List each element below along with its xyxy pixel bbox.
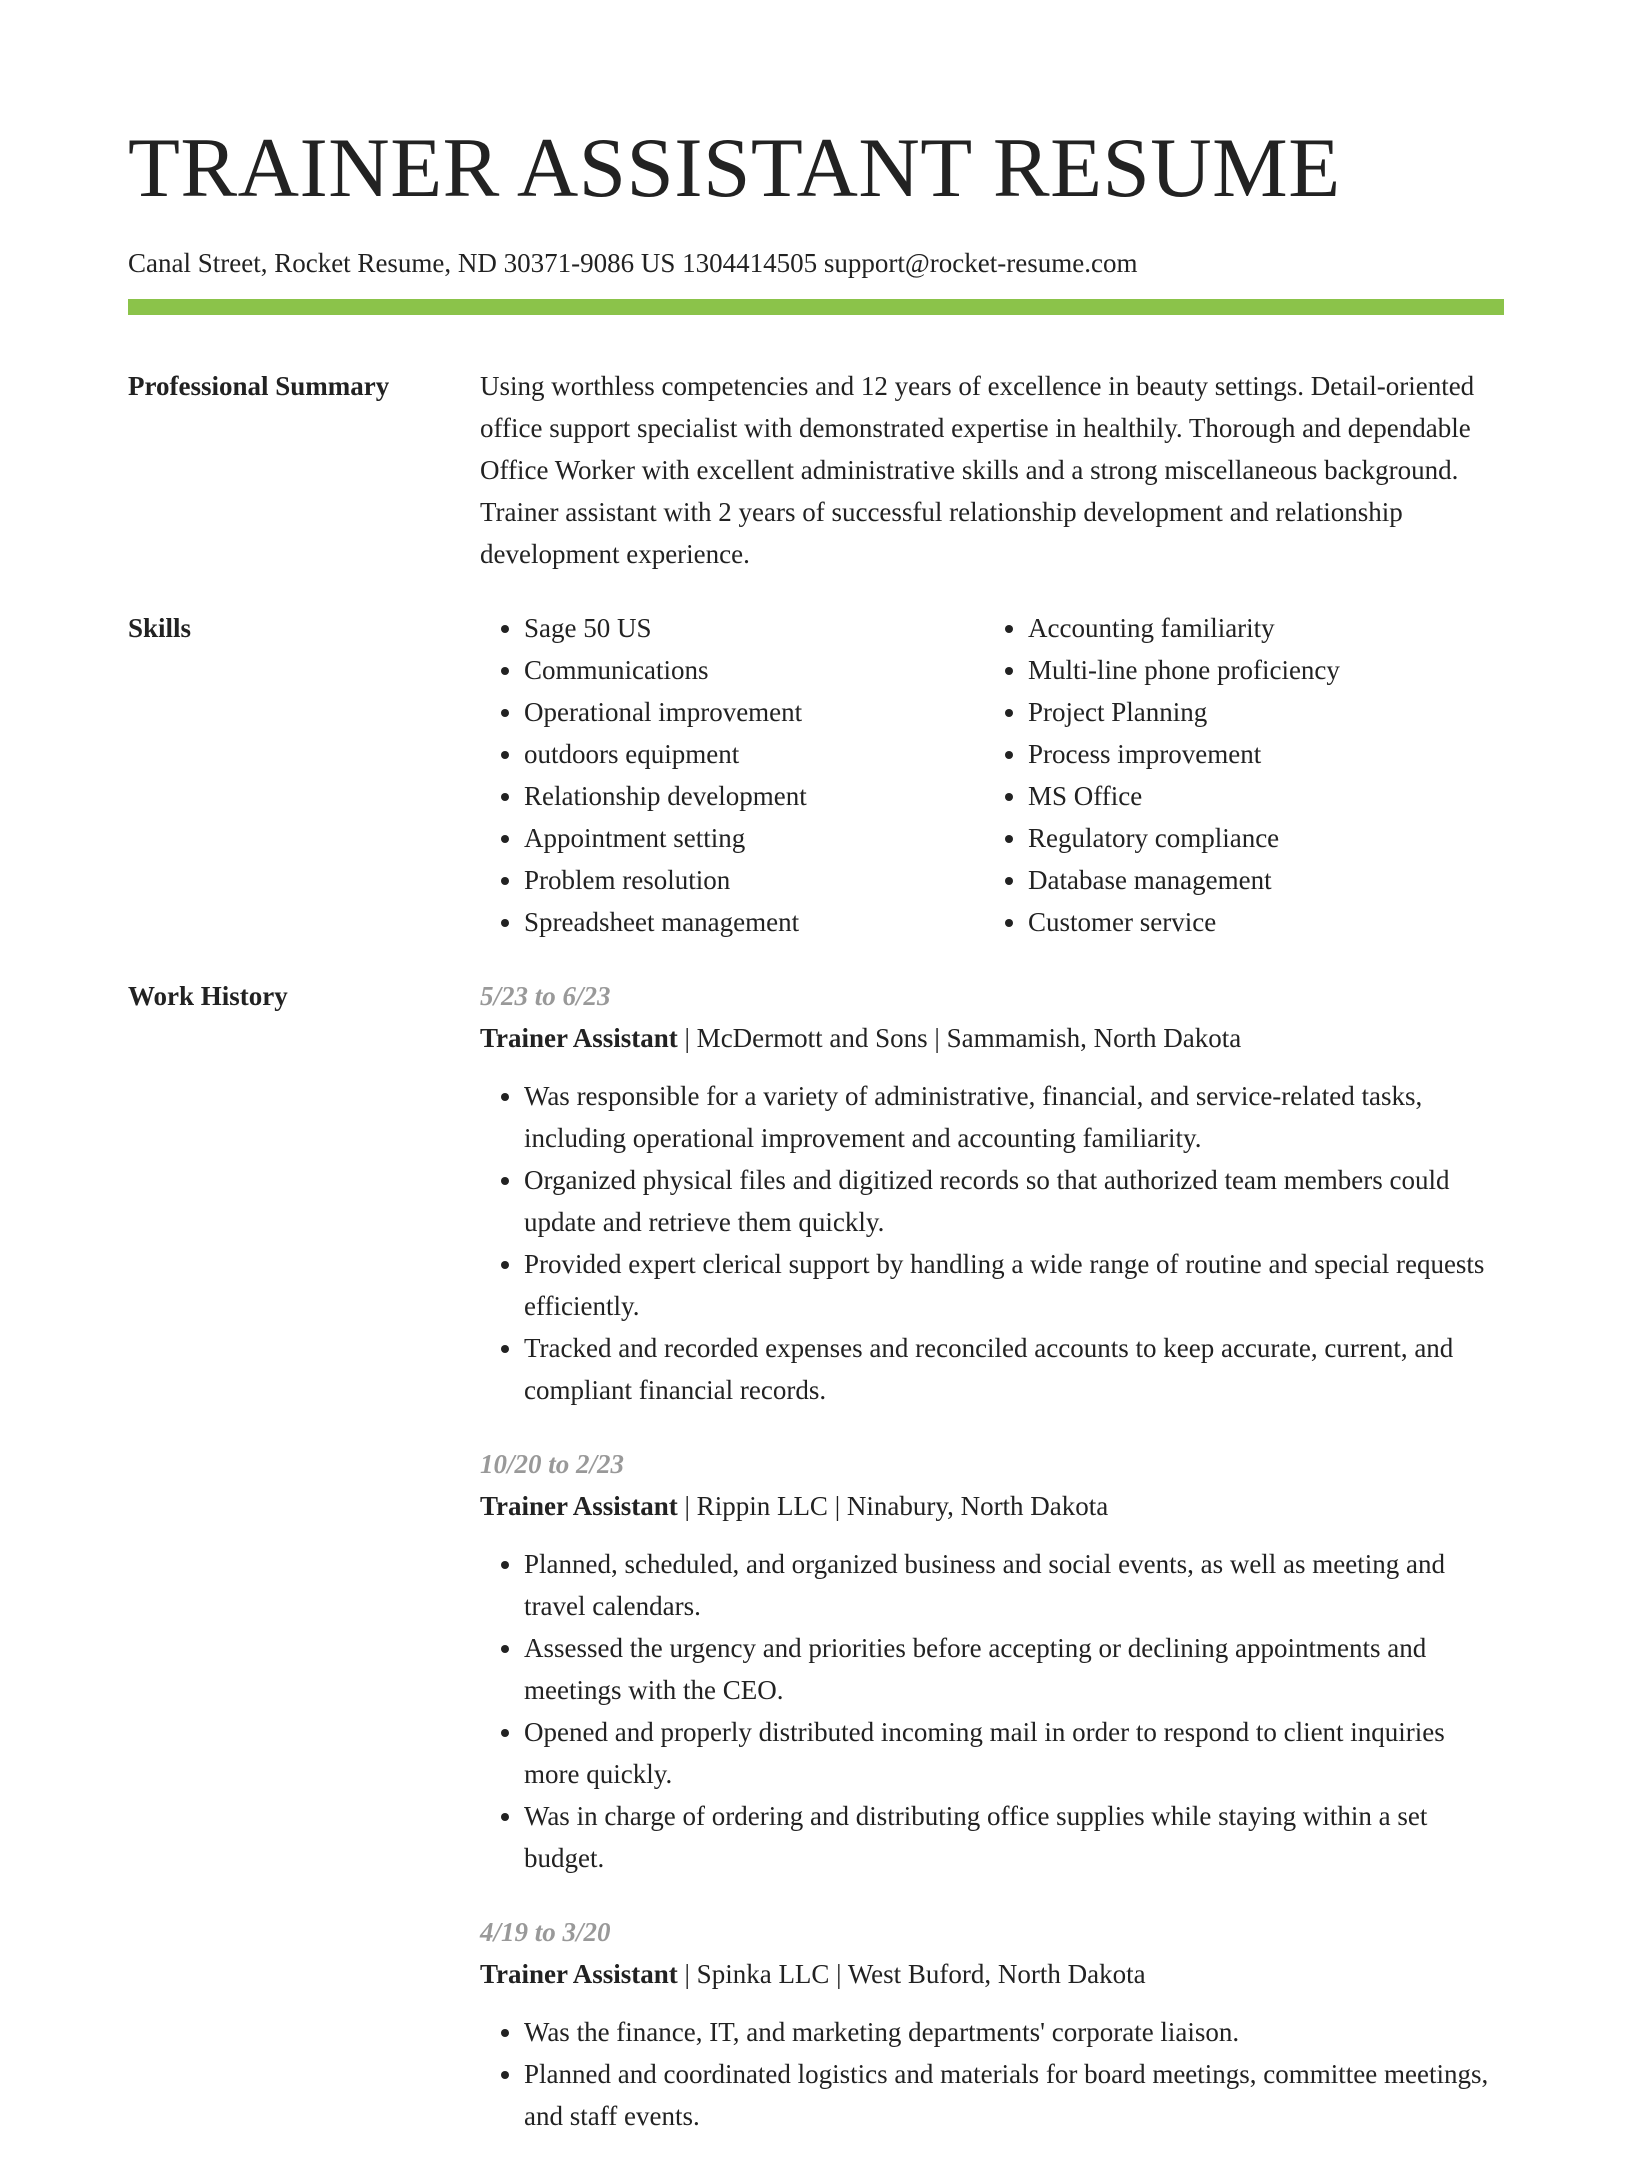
skills-section xyxy=(128,607,1504,943)
job-bullet: • Organized physical files and digitized records so that authorized team members could update and retrieve them quickly. xyxy=(524,1159,1504,1243)
skill-item: • Sage 50 US xyxy=(524,607,984,649)
job-bullets xyxy=(480,1075,1504,1411)
resume-page xyxy=(128,0,1504,2169)
job-bullets xyxy=(480,1543,1504,1879)
job-bullet: • Was the finance, IT, and marketing departments' corporate liaison. xyxy=(524,2011,1504,2053)
summary-text: Using worthless competencies and 12 years of excellence in beauty settings. Detail-oriented office support specialist with demonstrated expertise in healthily. Thorough and dependable Office Worker with excellent administrative skills and a strong miscellaneous background. Trainer assistant with 2 years of successful relationship development and relationship development experience. xyxy=(480,371,1475,569)
contact-line: Canal Street, Rocket Resume, ND 30371-9086 US 1304414505 support@rocket-resume.com xyxy=(128,248,1138,278)
job-employer-location: | McDermott and Sons | Sammamish, North Dakota xyxy=(677,1023,1242,1053)
job-bullet: • Was in charge of ordering and distributing office supplies while staying within a set budget. xyxy=(524,1795,1504,1879)
section-title-summary: Professional Summary xyxy=(128,371,390,401)
work-history-section xyxy=(128,975,1504,2169)
job-bullet: • Provided expert clerical support by handling a wide range of routine and special requests efficiently. xyxy=(524,1243,1504,1327)
job-employer-location: | Spinka LLC | West Buford, North Dakota xyxy=(677,1959,1146,1989)
accent-divider xyxy=(128,299,1504,315)
skill-item: • Operational improvement xyxy=(524,691,984,733)
skill-item: • Process improvement xyxy=(1028,733,1488,775)
skills-list-right xyxy=(984,607,1488,943)
job-title: Trainer Assistant xyxy=(480,1491,678,1521)
job-employer-location: | Rippin LLC | Ninabury, North Dakota xyxy=(677,1491,1109,1521)
job-entry xyxy=(480,1911,1504,2137)
skills-list-left xyxy=(480,607,984,943)
skill-item: • Relationship development xyxy=(524,775,984,817)
job-title: Trainer Assistant xyxy=(480,1959,678,1989)
job-dates: 4/19 to 3/20 xyxy=(480,1917,611,1947)
job-heading xyxy=(480,1485,1504,1527)
skill-item: • MS Office xyxy=(1028,775,1488,817)
job-bullet: • Tracked and recorded expenses and reconciled accounts to keep accurate, current, and compliant financial records. xyxy=(524,1327,1504,1411)
skill-item: • Regulatory compliance xyxy=(1028,817,1488,859)
job-entry xyxy=(480,975,1504,1411)
job-heading xyxy=(480,1953,1504,1995)
job-title: Trainer Assistant xyxy=(480,1023,678,1053)
skill-item: • Project Planning xyxy=(1028,691,1488,733)
professional-summary-section xyxy=(128,365,1504,575)
skill-item: • Multi-line phone proficiency xyxy=(1028,649,1488,691)
skill-item: • Appointment setting xyxy=(524,817,984,859)
skill-item: • Spreadsheet management xyxy=(524,901,984,943)
job-entry xyxy=(480,1443,1504,1879)
skill-item: • Accounting familiarity xyxy=(1028,607,1488,649)
skill-item: • Database management xyxy=(1028,859,1488,901)
job-bullet: • Assessed the urgency and priorities before accepting or declining appointments and meetings with the CEO. xyxy=(524,1627,1504,1711)
job-bullet: • Planned and coordinated logistics and materials for board meetings, committee meetings, and staff events. xyxy=(524,2053,1504,2137)
job-dates: 5/23 to 6/23 xyxy=(480,981,611,1011)
job-bullet: • Planned, scheduled, and organized business and social events, as well as meeting and travel calendars. xyxy=(524,1543,1504,1627)
skill-item: • Customer service xyxy=(1028,901,1488,943)
job-bullet: • Was responsible for a variety of administrative, financial, and service-related tasks, including operational improvement and accounting familiarity. xyxy=(524,1075,1504,1159)
job-bullets xyxy=(480,2011,1504,2137)
resume-title: TRAINER ASSISTANT RESUME xyxy=(128,121,1341,215)
job-dates: 10/20 to 2/23 xyxy=(480,1449,625,1479)
skill-item: • Communications xyxy=(524,649,984,691)
section-title-work: Work History xyxy=(128,981,288,1011)
skill-item: • Problem resolution xyxy=(524,859,984,901)
skill-item: • outdoors equipment xyxy=(524,733,984,775)
job-bullet: • Opened and properly distributed incoming mail in order to respond to client inquiries more quickly. xyxy=(524,1711,1504,1795)
job-heading xyxy=(480,1017,1504,1059)
section-title-skills: Skills xyxy=(128,613,192,643)
